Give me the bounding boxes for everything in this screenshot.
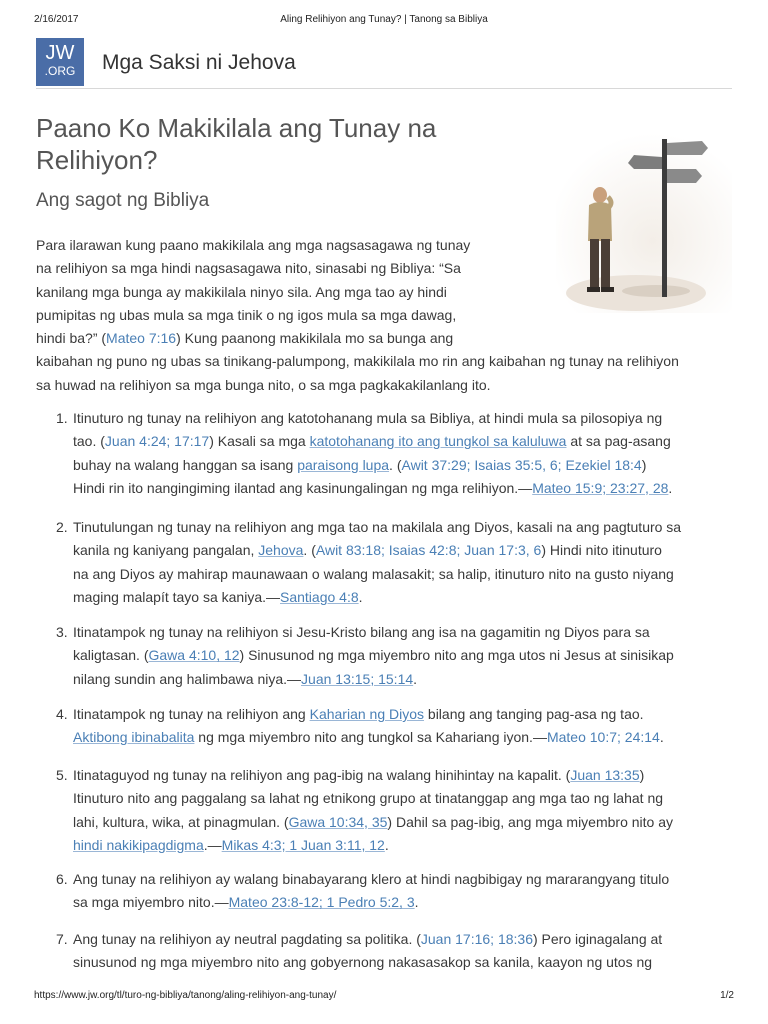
list-item: 5. Itinataguyod ng tunay na relihiyon ang pag-ibig na walang hinihintay na kapalit. (Juan 13:35) Itinuturo nito ang paggalang sa lahat ng etnikong grupo at tinatanggap ang mga tao ng lahat ng lahi, kultura, wika, at pinagmulan. (Gawa 10:34, 35) Dahil sa pag-ibig, ang mga miyembro nito ay hindi nakikipagdigma.—Mikas 4:3; 1 Juan 3:11, 12.	[56, 767, 673, 853]
print-footer	[34, 990, 734, 1004]
article-subtitle: Ang sagot ng Bibliya	[36, 190, 210, 211]
site-header	[36, 38, 732, 89]
scripture-link[interactable]: Mikas 4:3; 1 Juan 3:11, 12	[221, 836, 385, 853]
scripture-link[interactable]: Juan 13:15; 15:14	[301, 670, 414, 687]
article-link[interactable]: Aktibong ibinabalita	[73, 729, 195, 746]
scripture-link[interactable]: Mateo 10:7; 24:14	[546, 729, 660, 746]
scripture-link[interactable]: Juan 13:35	[570, 767, 640, 783]
print-date: 2/16/2017	[34, 14, 79, 25]
intro-paragraph: Para ilarawan kung paano makikilala ang mga nagsasagawa ng tunay na relihiyon sa mga hindi nagsasagawa nito, sinasabi ng Bibliya: “Sa kanilang mga bunga ay makikilala ninyo sila. Ang mga tao ay hindi pumipitas ng ubas mula sa mga tinik o ng igos mula sa mga dawag, hindi ba?” (Mateo 7:16) Kung paanong makikilala mo sa bunga ang kaibahan ng puno ng ubas sa tinikang-palumpong, makikilala mo rin ang kaibahan ng tunay na relihiyon sa huwad na relihiyon sa mga bunga nito, o sa mga pagkakakilanlang ito.	[36, 237, 679, 393]
article-link[interactable]: Jehova	[258, 542, 304, 559]
article-link[interactable]: hindi nakikipagdigma	[73, 836, 204, 853]
scripture-link[interactable]: Mateo 15:9; 23:27, 28	[532, 479, 669, 496]
list-item: 3. Itinatampok ng tunay na relihiyon si Jesu-Kristo bilang ang isa na gagamitin ng Diyos para sa kaligtasan. (Gawa 4:10, 12) Sinusunod ng mga miyembro nito ang mga utos ni Jesus at sinisikap nilang sundin ang halimbawa niya.—Juan 13:15; 15:14.	[56, 624, 674, 687]
list-item: 4. Itinatampok ng tunay na relihiyon ang Kaharian ng Diyos bilang ang tanging pag-asa ng tao. Aktibong ibinabalita ng mga miyembro nito ang tungkol sa Kahariang iyon.—Mateo 10:7; 24:14.	[56, 706, 664, 746]
article-title: Paano Ko Makikilala ang Tunay na Relihiyon?	[36, 113, 437, 175]
scripture-link[interactable]: Gawa 10:34, 35	[288, 813, 388, 830]
jw-org-logo[interactable]	[36, 38, 84, 86]
print-url: https://www.jw.org/tl/turo-ng-bibliya/tanong/aling-relihiyon-ang-tunay/	[34, 990, 337, 1001]
scripture-link[interactable]: Awit 37:29; Isaias 35:5, 6; Ezekiel 18:4	[401, 456, 642, 473]
list-item: 1. Itinuturo ng tunay na relihiyon ang katotohanang mula sa Bibliya, at hindi mula sa pilosopiya ng tao. (Juan 4:24; 17:17) Kasali sa mga katotohanang ito ang tungkol sa kaluluwa at sa pag-asang buhay na walang hanggan sa isang paraisong lupa. (Awit 37:29; Isaias 35:5, 6; Ezekiel 18:4) Hindi rin ito nangingiming ilantad ang kasinungalingan ng mga relihiyon.—Mateo 15:9; 23:27, 28.	[56, 410, 673, 496]
print-page-title: Aling Relihiyon ang Tunay? | Tanong sa Bibliya	[280, 14, 488, 25]
list-item: 7. Ang tunay na relihiyon ay neutral pagdating sa politika. (Juan 17:16; 18:36) Pero iginagalang at sinusunod ng mga miyembro nito ang gobyernong nakasasakop sa kanila, kaayon ng utos ng	[56, 931, 663, 971]
scripture-link[interactable]: Awit 83:18; Isaias 42:8; Juan 17:3, 6	[315, 542, 542, 559]
scripture-link[interactable]: Mateo 23:8-12; 1 Pedro 5:2, 3	[228, 894, 415, 911]
scripture-link[interactable]: Santiago 4:8	[280, 588, 359, 605]
scripture-link[interactable]: Juan 4:24; 17:17	[104, 433, 210, 450]
list-item: 2. Tinutulungan ng tunay na relihiyon ang mga tao na makilala ang Diyos, kasali na ang pagtuturo sa kanila ng kaniyang pangalan, Jehova. (Awit 83:18; Isaias 42:8; Juan 17:3, 6) Hindi nito itinuturo na ang Diyos ay mahirap maunawaan o walang malasakit; sa halip, itinuturo nito na gusto niyang maging malapít tayo sa kaniya.—Santiago 4:8.	[56, 519, 682, 605]
scripture-link[interactable]: Gawa 4:10, 12	[148, 647, 240, 664]
scripture-link[interactable]: Juan 17:16; 18:36	[420, 931, 533, 947]
scripture-link[interactable]: Mateo 7:16	[106, 330, 177, 347]
page-number: 1/2	[720, 990, 734, 1001]
print-header	[34, 14, 734, 28]
site-name[interactable]: Mga Saksi ni Jehova	[102, 51, 296, 74]
article-link[interactable]: paraisong lupa	[297, 456, 390, 473]
article-link[interactable]: katotohanang ito ang tungkol sa kaluluwa	[309, 433, 567, 450]
logo-text-top: JW	[45, 42, 75, 64]
list-item: 6. Ang tunay na relihiyon ay walang binabayarang klero at hindi nagbibigay ng mararangyang titulo sa mga miyembro nito.—Mateo 23:8-12; 1 Pedro 5:2, 3.	[56, 871, 670, 911]
logo-text-bottom: .ORG	[44, 64, 76, 78]
article-link[interactable]: Kaharian ng Diyos	[309, 706, 425, 722]
